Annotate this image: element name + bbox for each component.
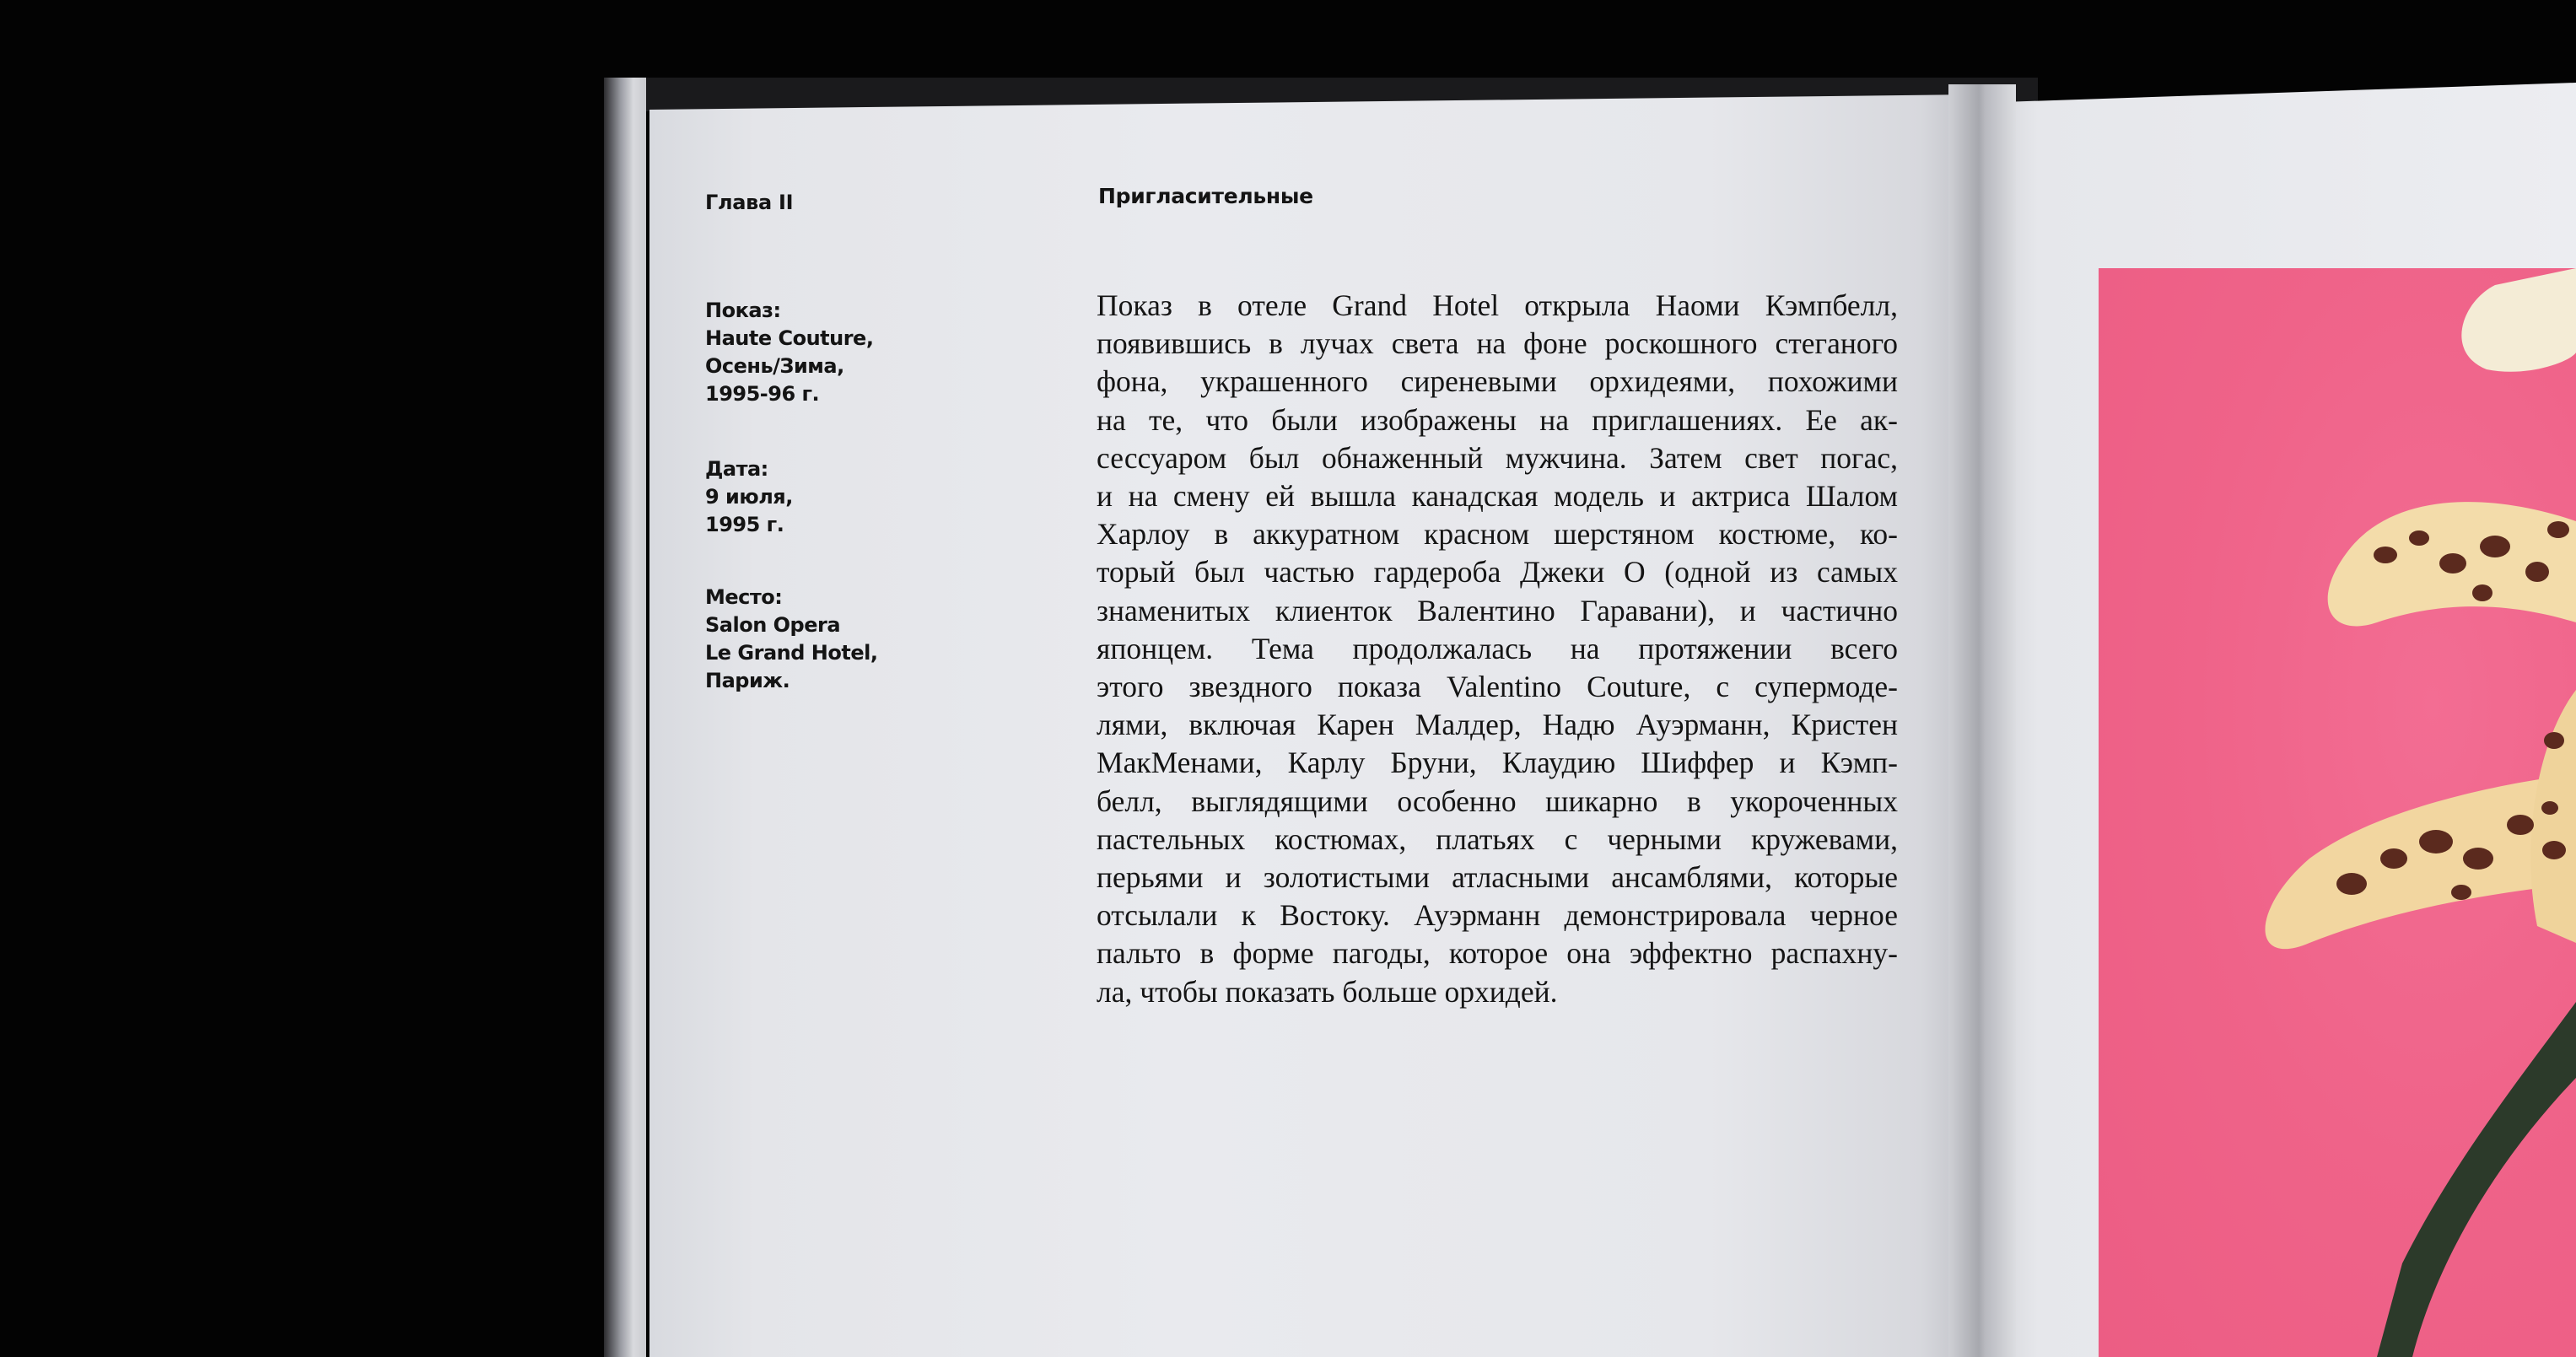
- body-line: и на смену ей вышла канадская модель и актриса Шалом: [1097, 479, 1898, 514]
- page-stack-edge: [604, 78, 646, 1357]
- meta-show-block: [705, 297, 873, 408]
- orchid-petal-side: [2530, 690, 2576, 943]
- orchid-illustration: [2099, 268, 2576, 1357]
- body-line: этого звездного показа Valentino Couture, с супермоде-: [1097, 670, 1898, 704]
- orchid-petal-lower: [2266, 774, 2576, 949]
- meta-place-block: [705, 584, 877, 695]
- meta-show-line: Haute Couture,: [705, 326, 874, 350]
- orchid-photo: [2099, 268, 2576, 1357]
- meta-place-heading: Место:: [705, 585, 783, 609]
- body-line: торый был частью гардероба Джеки О (одной из самых: [1097, 555, 1898, 590]
- body-line: Харлоу в аккуратном красном шерстяном костюме, ко-: [1097, 517, 1898, 552]
- meta-date-line: 1995 г.: [705, 513, 784, 536]
- body-line: лями, включая Карен Малдер, Надю Ауэрманн, Кристен: [1097, 708, 1898, 742]
- body-line: ла, чтобы показать больше орхидей.: [1097, 974, 1558, 1009]
- section-title: Пригласительные: [1098, 184, 1313, 208]
- meta-date-block: [705, 455, 793, 539]
- body-line: японцем. Тема продолжалась на протяжении всего: [1097, 631, 1898, 665]
- orchid-petal-top: [2461, 268, 2576, 372]
- chapter-label: Глава II: [705, 191, 794, 214]
- meta-show-line: Осень/Зима,: [705, 354, 844, 378]
- meta-date-heading: Дата:: [705, 457, 768, 481]
- meta-place-line: Le Grand Hotel,: [705, 641, 878, 665]
- body-line: отсылали к Востоку. Ауэрманн демонстрировала черное: [1097, 898, 1898, 933]
- body-line: перьями и золотистыми атласными ансамблями, которые: [1097, 860, 1898, 895]
- body-line: знаменитых клиенток Валентино Гаравани), и частично: [1097, 593, 1898, 627]
- body-line: появившись в лучах света на фоне роскошного стеганого: [1097, 326, 1898, 361]
- meta-date-line: 9 июля,: [705, 485, 793, 509]
- body-line: пастельных костюмах, платьях с черными кружевами,: [1097, 821, 1898, 856]
- body-line: Показ в отеле Grand Hotel открыла Наоми Кэмпбелл,: [1097, 288, 1898, 322]
- body-line: МакМенами, Карлу Бруни, Клаудию Шиффер и Кэмп-: [1097, 746, 1898, 780]
- body-paragraph: [1097, 287, 1898, 1011]
- meta-place-line: Salon Opera: [705, 613, 841, 637]
- book-gutter: [1948, 84, 2016, 1357]
- body-line: белл, выглядящими особенно шикарно в укороченных: [1097, 784, 1898, 818]
- body-line: фона, украшенного сиреневыми орхидеями, похожими: [1097, 364, 1898, 399]
- meta-place-line: Париж.: [705, 669, 790, 692]
- body-line: на те, что были изображены на приглашениях. Ее ак-: [1097, 402, 1898, 437]
- meta-show-heading: Показ:: [705, 299, 781, 322]
- meta-show-line: 1995-96 г.: [705, 382, 820, 406]
- orchid-stem: [2377, 1002, 2576, 1357]
- body-line: пальто в форме пагоды, которое она эффектно распахну-: [1097, 936, 1898, 971]
- body-line: сессуаром был обнаженный мужчина. Затем свет погас,: [1097, 440, 1898, 475]
